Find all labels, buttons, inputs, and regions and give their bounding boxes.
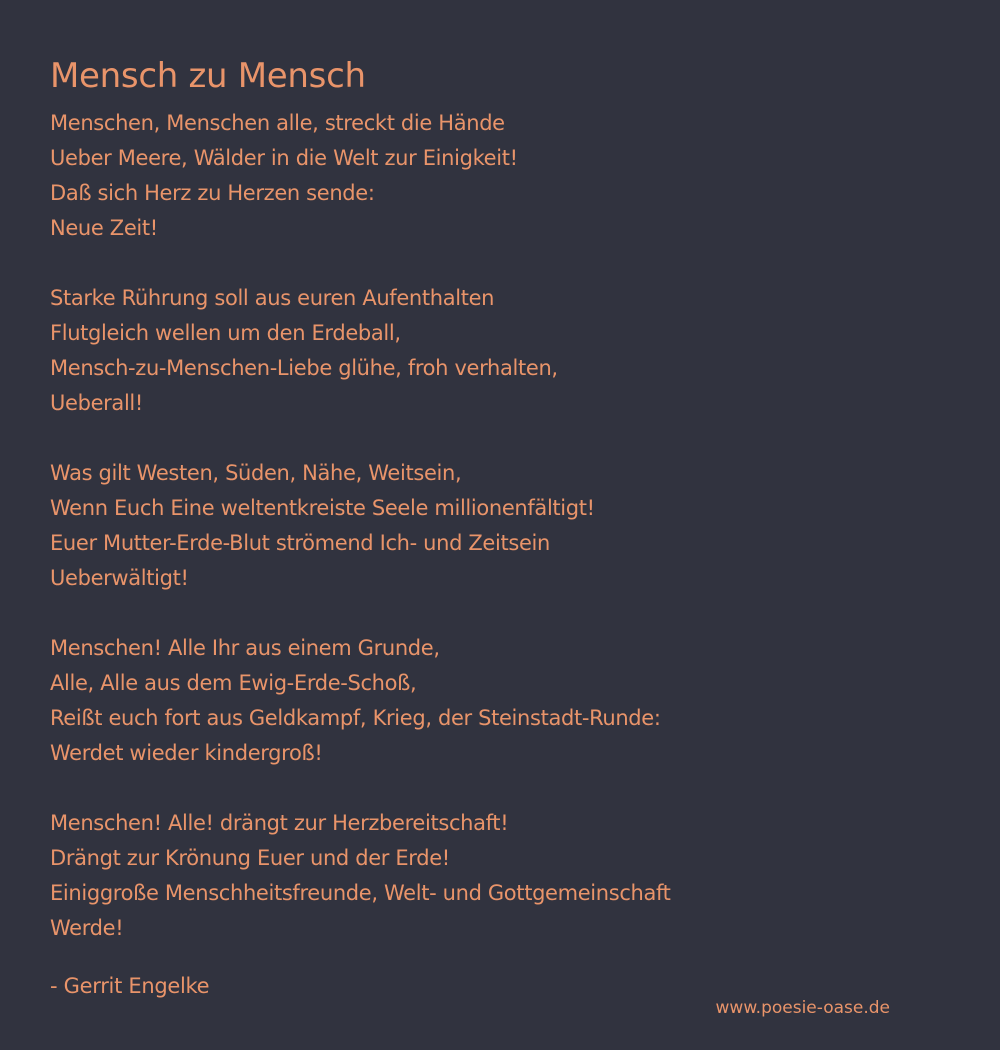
verse-line: Menschen! Alle! drängt zur Herzbereitschaft! — [50, 811, 509, 835]
verse-line: Wenn Euch Eine weltentkreiste Seele millionenfältigt! — [50, 496, 595, 520]
verse-line: Menschen! Alle Ihr aus einem Grunde, — [50, 636, 440, 660]
verse-line: Drängt zur Krönung Euer und der Erde! — [50, 846, 450, 870]
verse-line: Einiggroße Menschheitsfreunde, Welt- und Gottgemeinschaft — [50, 881, 671, 905]
poem-author: - Gerrit Engelke — [50, 974, 210, 998]
poem-card — [50, 52, 950, 946]
verse-line: Reißt euch fort aus Geldkampf, Krieg, der Steinstadt-Runde: — [50, 706, 661, 730]
stanza-2 — [50, 281, 950, 421]
verse-line: Was gilt Westen, Süden, Nähe, Weitsein, — [50, 461, 462, 485]
verse-line: Werde! — [50, 916, 124, 940]
verse-line: Ueber Meere, Wälder in die Welt zur Einigkeit! — [50, 146, 518, 170]
verse-line: Alle, Alle aus dem Ewig-Erde-Schoß, — [50, 671, 417, 695]
verse-line: Euer Mutter-Erde-Blut strömend Ich- und Zeitsein — [50, 531, 550, 555]
verse-line: Starke Rührung soll aus euren Aufenthalten — [50, 286, 495, 310]
verse-line: Neue Zeit! — [50, 216, 158, 240]
poem-title: Mensch zu Mensch — [50, 56, 366, 96]
verse-line: Menschen, Menschen alle, streckt die Hände — [50, 111, 505, 135]
poem-body — [50, 106, 950, 946]
stanza-4 — [50, 631, 950, 771]
stanza-1 — [50, 106, 950, 246]
stanza-3 — [50, 456, 950, 596]
verse-line: Ueberwältigt! — [50, 566, 189, 590]
verse-line: Mensch-zu-Menschen-Liebe glühe, froh verhalten, — [50, 356, 558, 380]
verse-line: Flutgleich wellen um den Erdeball, — [50, 321, 401, 345]
verse-line: Ueberall! — [50, 391, 143, 415]
website-url: www.poesie-oase.de — [715, 998, 890, 1018]
stanza-5 — [50, 806, 950, 946]
verse-line: Werdet wieder kindergroß! — [50, 741, 323, 765]
verse-line: Daß sich Herz zu Herzen sende: — [50, 181, 375, 205]
